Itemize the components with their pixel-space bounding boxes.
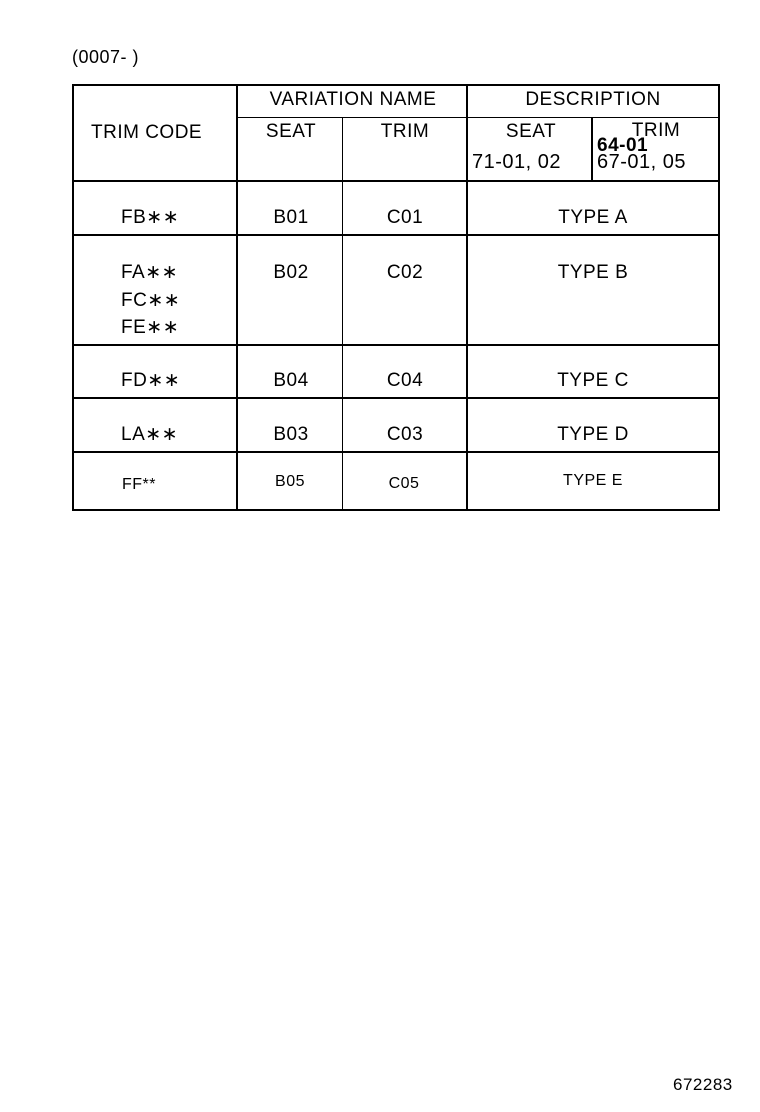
seat-cell: B01 <box>273 207 309 228</box>
date-range: (0007- ) <box>72 47 140 67</box>
desc-seat-codes: 71-01, 02 <box>472 151 562 173</box>
row-separator <box>72 344 720 346</box>
seat-cell: B03 <box>273 424 309 445</box>
description-cell: TYPE D <box>557 424 629 445</box>
trim-code-cell: LA∗∗ <box>121 424 179 445</box>
trim-header: TRIM <box>380 121 430 142</box>
trim-code-cell: FA∗∗ <box>121 262 179 283</box>
trim-cell: C05 <box>388 475 420 492</box>
figure-number: 672283 <box>673 1075 733 1094</box>
desc-seat-header: SEAT <box>505 121 557 142</box>
variation-name-header: VARIATION NAME <box>269 89 437 110</box>
description-header: DESCRIPTION <box>525 89 661 110</box>
description-cell: TYPE E <box>563 472 623 489</box>
trim-code-cell: FE∗∗ <box>121 317 180 338</box>
desc-trim-code-2: 67-01, 05 <box>597 151 687 173</box>
trim-cell: C02 <box>386 262 424 283</box>
row-separator <box>72 397 720 399</box>
header-subdivider <box>237 117 720 118</box>
trim-cell: C04 <box>386 370 424 391</box>
desc-trim-header: TRIM <box>631 120 681 141</box>
seat-cell: B04 <box>273 370 309 391</box>
description-cell: TYPE B <box>557 262 629 283</box>
col-divider-seat <box>342 117 343 511</box>
trim-code-header: TRIM CODE <box>91 122 203 143</box>
seat-header: SEAT <box>265 121 317 142</box>
trim-code-cell: FD∗∗ <box>121 370 181 391</box>
trim-code-cell: FF** <box>122 476 156 493</box>
trim-code-cell: FC∗∗ <box>121 290 181 311</box>
table-border-right <box>718 84 720 511</box>
row-separator <box>72 234 720 236</box>
header-bottom-rule <box>72 180 720 182</box>
trim-cell: C01 <box>386 207 424 228</box>
seat-cell: B02 <box>273 262 309 283</box>
seat-cell: B05 <box>275 473 305 490</box>
trim-cell: C03 <box>386 424 424 445</box>
table-border-bottom <box>72 509 720 511</box>
row-separator <box>72 451 720 453</box>
description-cell: TYPE A <box>558 207 628 228</box>
description-cell: TYPE C <box>557 370 629 391</box>
col-divider-trim <box>466 84 468 511</box>
col-divider-trim-code <box>236 84 238 511</box>
table-border-top <box>72 84 720 86</box>
col-divider-desc <box>591 117 593 181</box>
table-border-left <box>72 84 74 511</box>
desc-trim-code-1: 64-01 <box>597 135 649 156</box>
trim-code-cell: FB∗∗ <box>121 207 180 228</box>
